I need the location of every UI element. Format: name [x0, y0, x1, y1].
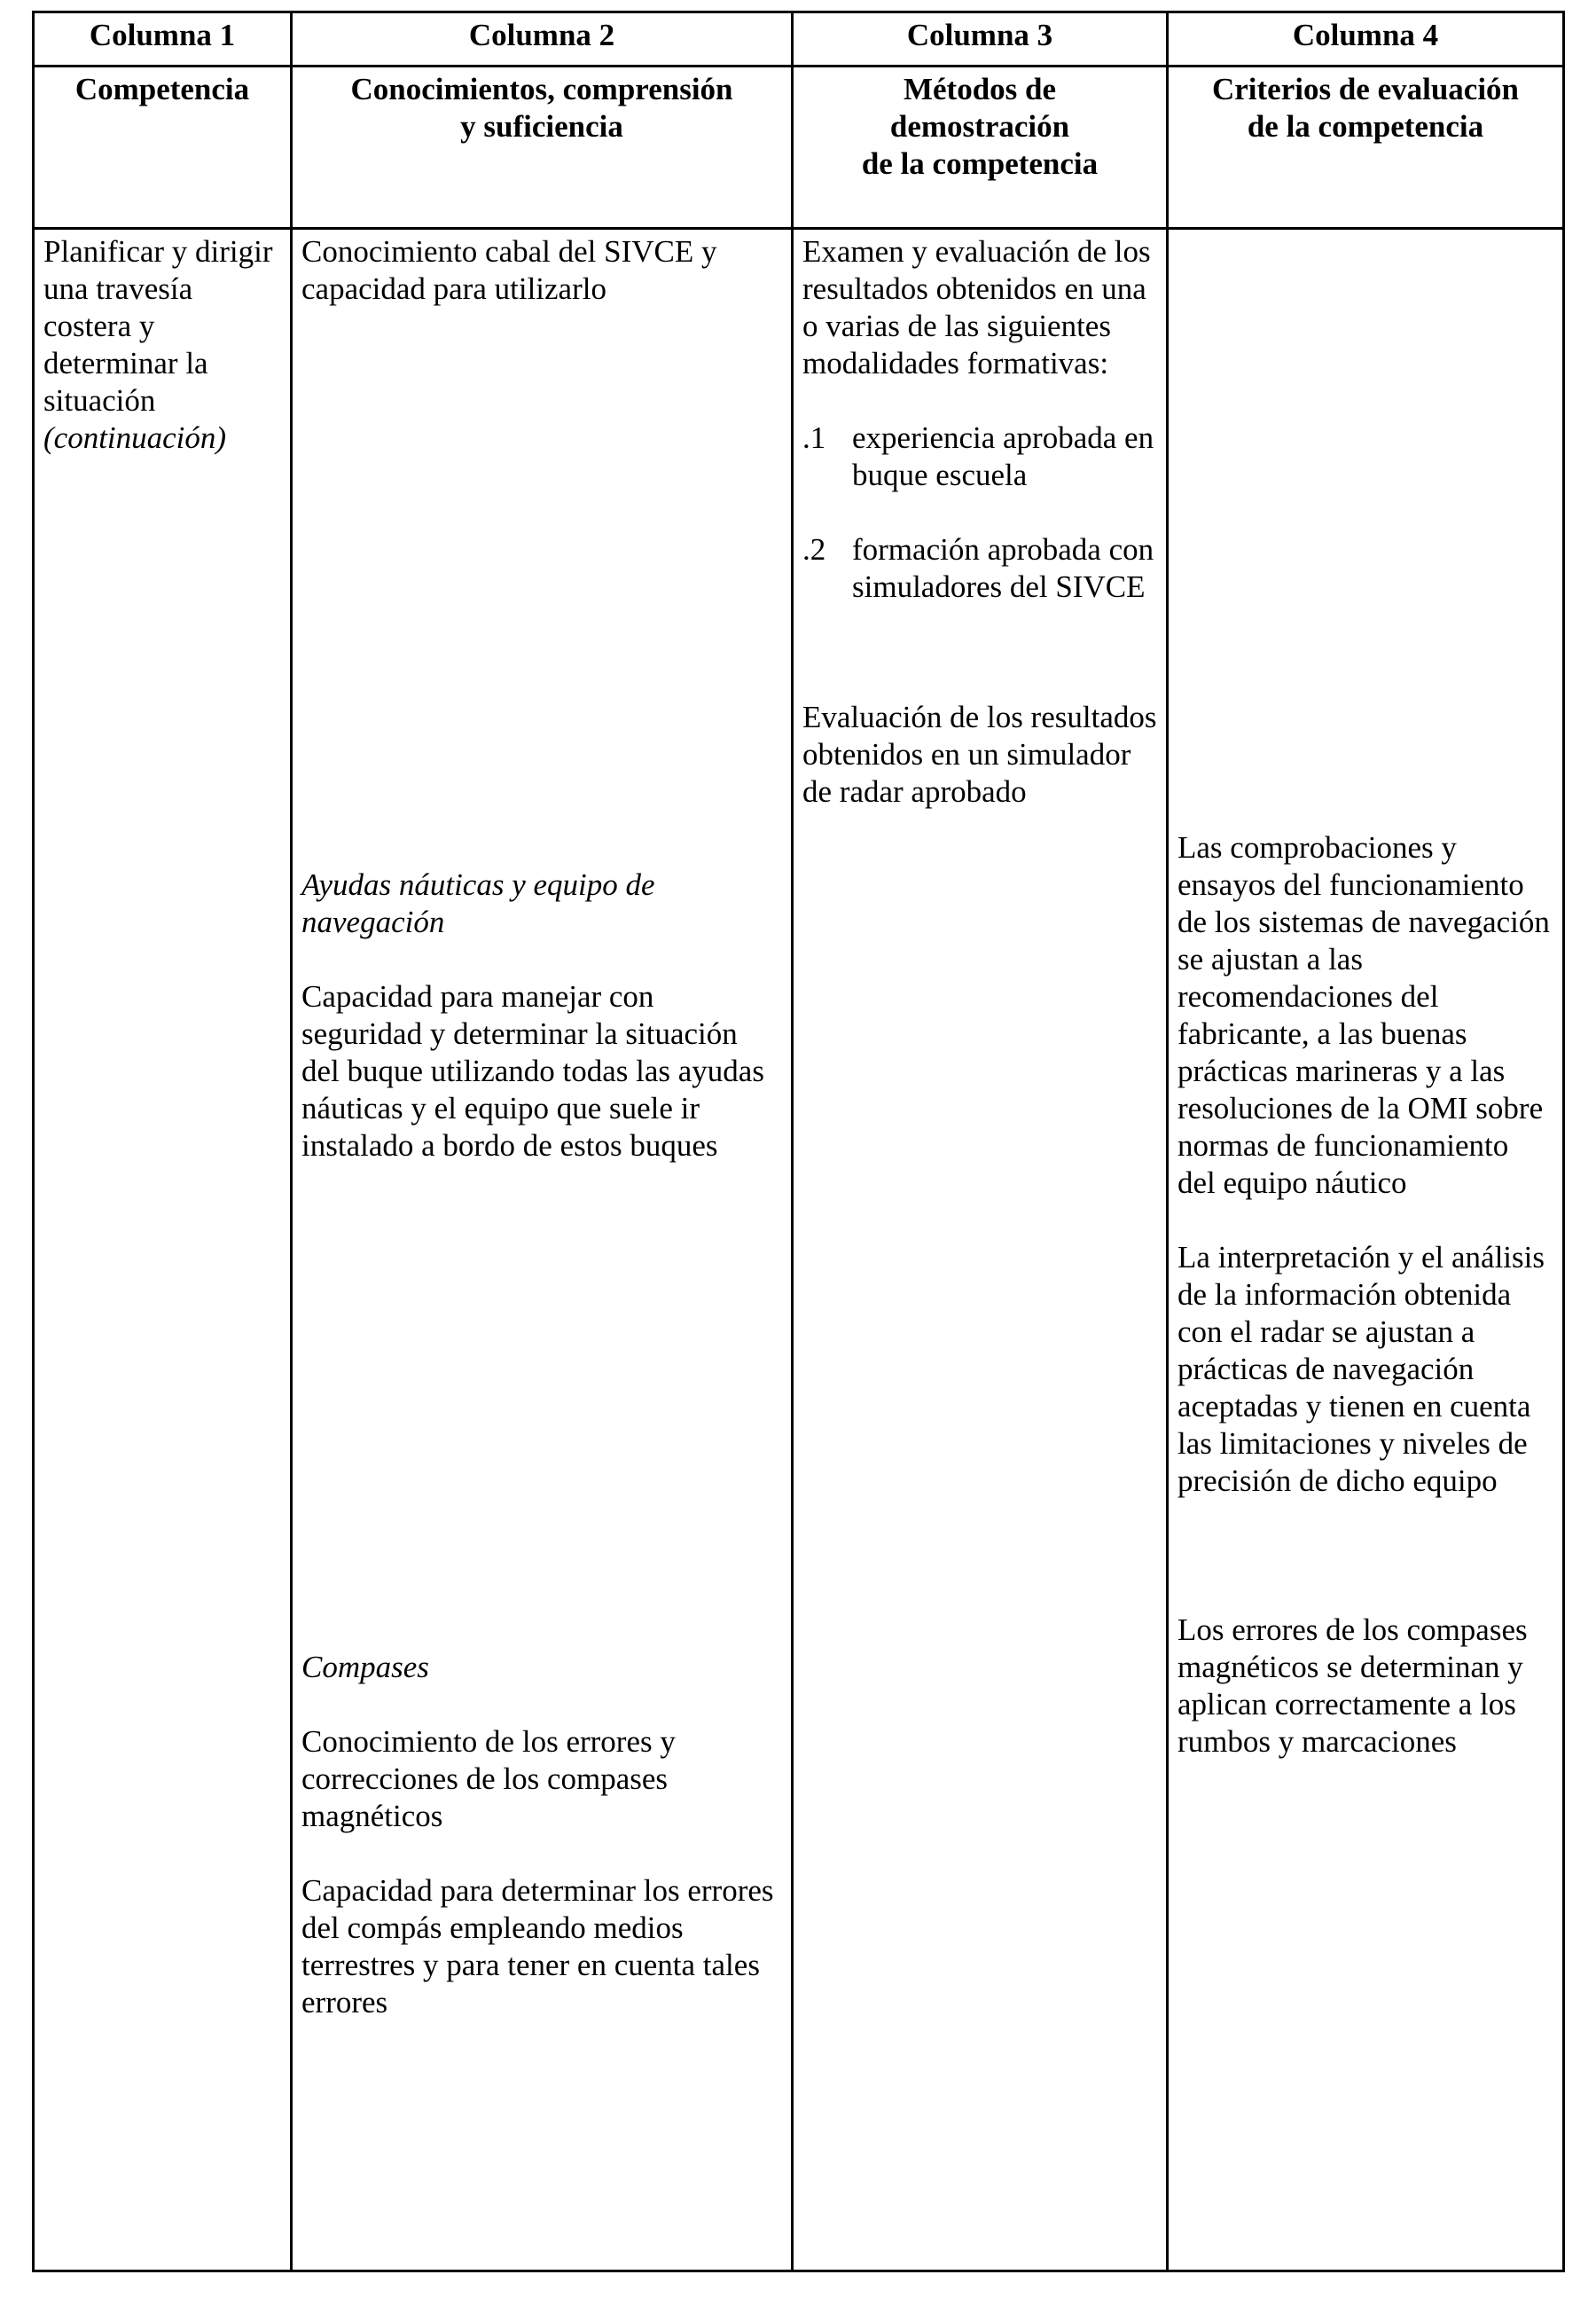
- column-number-4: Columna 4: [1168, 12, 1564, 67]
- header-conocimientos: [292, 67, 793, 229]
- compases-text-2: Capacidad para determinar los errores del compás empleando medios terrestres y para tener en cuenta tales errores: [301, 1873, 774, 2020]
- cell-criterios: [1168, 229, 1564, 2271]
- header-competencia: [34, 67, 292, 229]
- header-conocimientos-line2: y suficiencia: [460, 109, 623, 144]
- header-competencia-text: Competencia: [74, 72, 250, 106]
- column-number-2: Columna 2: [292, 12, 793, 67]
- column-number-row: [34, 12, 1564, 67]
- list-item-number: .1: [802, 420, 826, 455]
- list-item-text: experiencia aprobada en buque escuela: [852, 420, 1154, 492]
- content-row: [34, 229, 1564, 2271]
- competencia-text: Planificar y dirigir una travesía costera y determinar la situación: [43, 234, 273, 418]
- header-conocimientos-line1: Conocimientos, comprensión: [350, 72, 733, 106]
- metodo-radar: Evaluación de los resultados obtenidos en un simulador de radar aprobado: [802, 700, 1157, 809]
- compases-title: Compases: [301, 1650, 429, 1684]
- metodo-examen: Examen y evaluación de los resultados obtenidos en una o varias de las siguientes modalidades formativas:: [802, 234, 1151, 380]
- header-metodos-line3: de la competencia: [861, 146, 1099, 181]
- compases-text-1: Conocimiento de los errores y correcciones de los compases magnéticos: [301, 1724, 676, 1833]
- competencia-continuation: (continuación): [43, 420, 227, 455]
- criterio-interpretacion: La interpretación y el análisis de la información obtenida con el radar se ajustan a prácticas de navegación aceptadas y tienen en cuenta las limitaciones y niveles de precisión de dicho equipo: [1177, 1240, 1545, 1498]
- column-number-3: Columna 3: [793, 12, 1168, 67]
- list-item: [802, 420, 1157, 494]
- ayudas-nauticas-text: Capacidad para manejar con seguridad y determinar la situación del buque utilizando todas las ayudas náuticas y el equipo que suele ir instalado a bordo de estos buques: [301, 979, 764, 1163]
- list-item: [802, 531, 1157, 606]
- list-item-text: formación aprobada con simuladores del SIVCE: [852, 532, 1154, 604]
- column-header-row: [34, 67, 1564, 229]
- conocimiento-sivce: Conocimiento cabal del SIVCE y capacidad para utilizarlo: [301, 234, 717, 306]
- cell-competencia: [34, 229, 292, 2271]
- cell-conocimientos: [292, 229, 793, 2271]
- ayudas-nauticas-title: Ayudas náuticas y equipo de navegación: [301, 867, 655, 939]
- header-metodos-line2: demostración: [889, 109, 1070, 144]
- header-criterios-line2: de la competencia: [1247, 109, 1484, 144]
- criterio-comprobaciones: Las comprobaciones y ensayos del funcionamiento de los sistemas de navegación se ajustan a las recomendaciones del fabricante, a las buenas prácticas marineras y a las resoluciones de la OMI sobre normas de funcionamiento del equipo náutico: [1177, 830, 1550, 1200]
- criterio-errores-compases: Los errores de los compases magnéticos se determinan y aplican correctamente a los rumbos y marcaciones: [1177, 1612, 1528, 1759]
- header-metodos-line1: Métodos de: [903, 72, 1057, 106]
- list-item-number: .2: [802, 532, 826, 567]
- header-criterios: [1168, 67, 1564, 229]
- header-metodos: [793, 67, 1168, 229]
- cell-metodos: [793, 229, 1168, 2271]
- header-criterios-line1: Criterios de evaluación: [1211, 72, 1520, 106]
- competence-table: [32, 11, 1565, 2272]
- column-number-1: Columna 1: [34, 12, 292, 67]
